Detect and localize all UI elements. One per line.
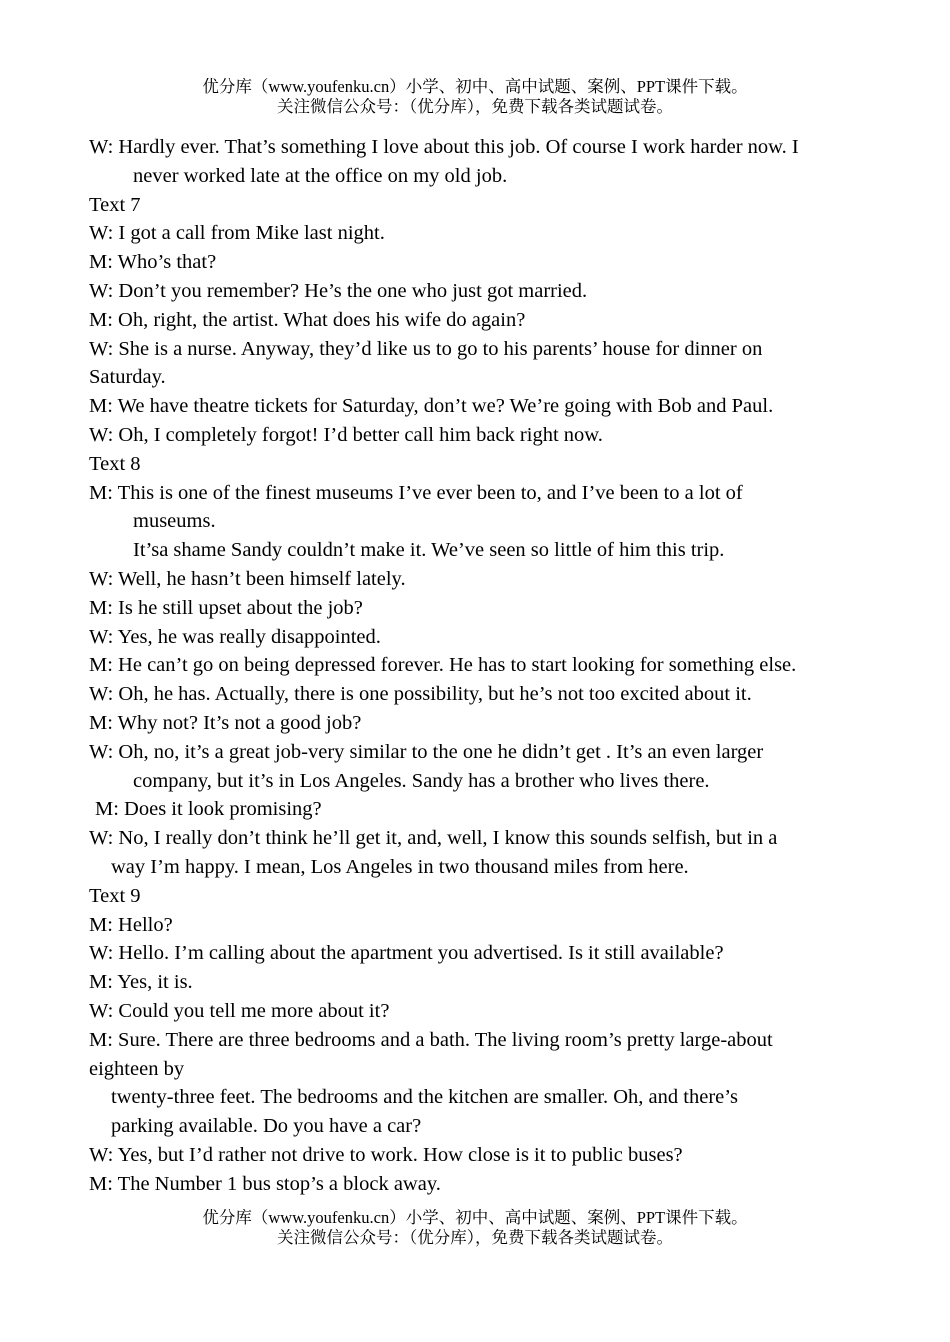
text-line: W: Don’t you remember? He’s the one who just got married. xyxy=(89,279,588,302)
text-line: W: Yes, he was really disappointed. xyxy=(89,625,381,648)
text-line: M: He can’t go on being depressed forever. He has to start looking for something else. xyxy=(89,654,797,677)
text-line: twenty-three feet. The bedrooms and the kitchen are smaller. Oh, and there’s xyxy=(111,1086,738,1109)
header-line-1: 优分库（www.youfenku.cn）小学、初中、高中试题、案例、PPT课件下载。 xyxy=(202,77,748,96)
text-line: M: Hello? xyxy=(89,913,173,936)
text-line: never worked late at the office on my old job. xyxy=(133,164,508,187)
text-line: M: Why not? It’s not a good job? xyxy=(89,711,362,734)
section-heading: Text 7 xyxy=(89,193,141,216)
text-line: company, but it’s in Los Angeles. Sandy has a brother who lives there. xyxy=(133,769,710,792)
text-line: M: This is one of the finest museums I’ve ever been to, and I’ve been to a lot of xyxy=(89,481,743,504)
text-line: W: Well, he hasn’t been himself lately. xyxy=(89,567,406,590)
section-heading: Text 9 xyxy=(89,884,141,907)
text-line: M: Is he still upset about the job? xyxy=(89,596,363,619)
text-line: W: Hardly ever. That’s something I love about this job. Of course I work harder now. I xyxy=(89,136,799,158)
text-line: W: Hello. I’m calling about the apartment you advertised. Is it still available? xyxy=(89,942,724,965)
text-line: eighteen by xyxy=(89,1057,185,1080)
section-heading: Text 8 xyxy=(89,452,141,475)
document-body xyxy=(89,133,869,1198)
text-line: W: Oh, I completely forgot! I’d better call him back right now. xyxy=(89,423,603,446)
text-line: W: No, I really don’t think he’ll get it, and, well, I know this sounds selfish, but in a xyxy=(89,827,778,850)
footer-line-2: 关注微信公众号：（优分库），免费下载各类试题试卷。 xyxy=(277,1228,673,1247)
text-line: parking available. Do you have a car? xyxy=(111,1115,422,1138)
text-line: M: Who’s that? xyxy=(89,251,217,274)
text-line: W: Oh, no, it’s a great job-very similar to the one he didn’t get . It’s an even larger xyxy=(89,740,764,763)
text-line: M: We have theatre tickets for Saturday, don’t we? We’re going with Bob and Paul. xyxy=(89,395,774,418)
text-line: M: Oh, right, the artist. What does his wife do again? xyxy=(89,308,526,331)
page-footer xyxy=(0,1208,950,1248)
text-line: W: She is a nurse. Anyway, they’d like us to go to his parents’ house for dinner on xyxy=(89,337,763,360)
text-line: museums. xyxy=(133,510,216,533)
text-line: It’sa shame Sandy couldn’t make it. We’ve seen so little of him this trip. xyxy=(133,539,725,562)
header-line-2: 关注微信公众号：（优分库），免费下载各类试题试卷。 xyxy=(277,97,673,116)
text-line: M: Yes, it is. xyxy=(89,971,193,994)
text-line: W: I got a call from Mike last night. xyxy=(89,222,385,245)
text-line: W: Could you tell me more about it? xyxy=(89,999,390,1022)
text-line: Saturday. xyxy=(89,366,166,389)
text-line: way I’m happy. I mean, Los Angeles in two thousand miles from here. xyxy=(111,855,689,878)
text-line: M: The Number 1 bus stop’s a block away. xyxy=(89,1172,441,1195)
text-line: M: Does it look promising? xyxy=(95,798,322,821)
footer-line-1: 优分库（www.youfenku.cn）小学、初中、高中试题、案例、PPT课件下载。 xyxy=(202,1208,748,1227)
page-header xyxy=(0,77,950,117)
text-line: M: Sure. There are three bedrooms and a bath. The living room’s pretty large-about xyxy=(89,1028,773,1051)
text-line: W: Oh, he has. Actually, there is one possibility, but he’s not too excited about it. xyxy=(89,683,752,706)
text-line: W: Yes, but I’d rather not drive to work. How close is it to public buses? xyxy=(89,1143,683,1166)
